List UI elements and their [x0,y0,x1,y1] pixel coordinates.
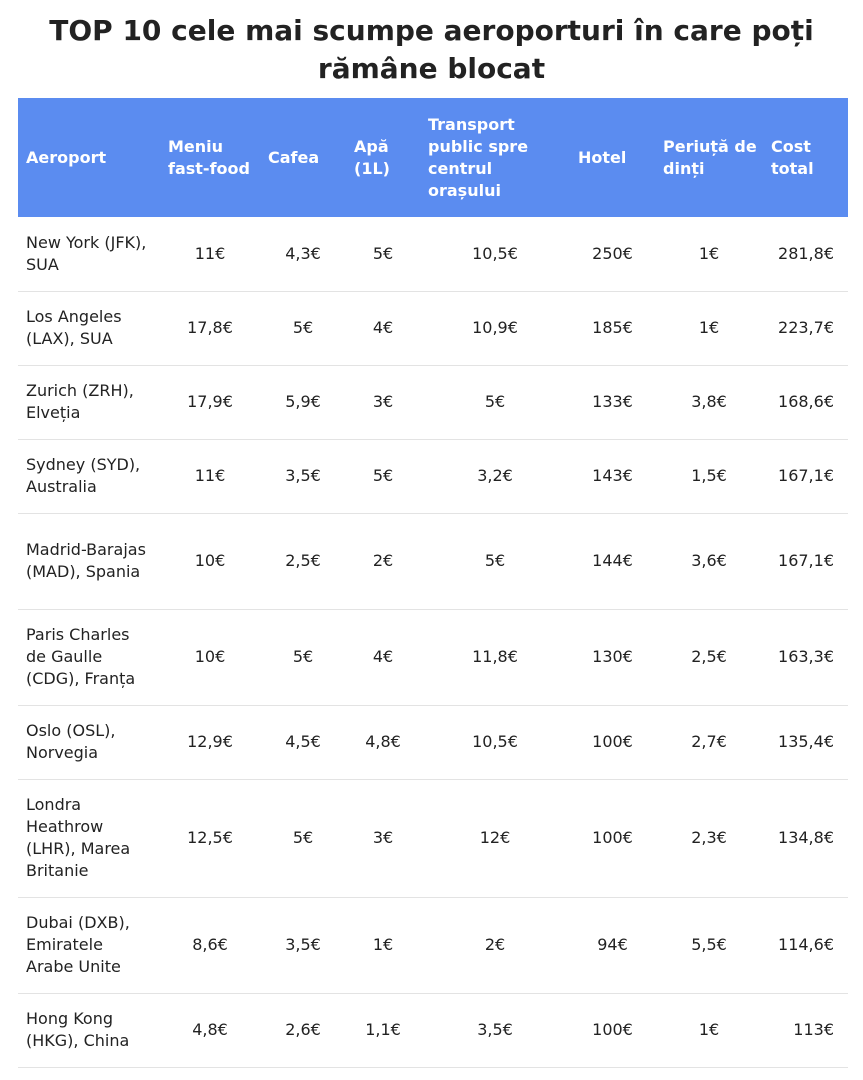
table-row [18,993,848,1067]
hotel-price: 94€ [570,897,655,993]
water-price: 3€ [346,365,420,439]
toothbrush-price: 5,5€ [655,897,763,993]
coffee-price: 5€ [260,609,346,705]
coffee-price: 4,3€ [260,217,346,291]
header-coffee: Cafea [260,98,346,217]
total-cost: 281,8€ [763,217,848,291]
fast-food-price: 8,6€ [160,897,260,993]
table-row [18,291,848,365]
airport-costs-table [18,98,848,1068]
airport-name: Madrid-Barajas (MAD), Spania [18,513,160,609]
fast-food-price: 10€ [160,609,260,705]
header-water: Apă (1L) [346,98,420,217]
table-row [18,609,848,705]
water-price: 1,1€ [346,993,420,1067]
coffee-price: 5€ [260,779,346,897]
hotel-price: 250€ [570,217,655,291]
transport-price: 10,5€ [420,217,570,291]
header-airport: Aeroport [18,98,160,217]
toothbrush-price: 1€ [655,217,763,291]
hotel-price: 100€ [570,705,655,779]
airport-name: Londra Heathrow (LHR), Marea Britanie [18,779,160,897]
water-price: 2€ [346,513,420,609]
fast-food-price: 12,5€ [160,779,260,897]
coffee-price: 2,5€ [260,513,346,609]
hotel-price: 100€ [570,993,655,1067]
header-transport: Transport public spre centrul orașului [420,98,570,217]
water-price: 5€ [346,217,420,291]
toothbrush-price: 2,7€ [655,705,763,779]
airport-name: Los Angeles (LAX), SUA [18,291,160,365]
header-toothbrush: Periuță de dinți [655,98,763,217]
fast-food-price: 17,9€ [160,365,260,439]
hotel-price: 130€ [570,609,655,705]
total-cost: 167,1€ [763,439,848,513]
hotel-price: 143€ [570,439,655,513]
transport-price: 11,8€ [420,609,570,705]
water-price: 4€ [346,291,420,365]
table-row [18,365,848,439]
table-row [18,513,848,609]
coffee-price: 3,5€ [260,897,346,993]
coffee-price: 5€ [260,291,346,365]
hotel-price: 100€ [570,779,655,897]
water-price: 4,8€ [346,705,420,779]
coffee-price: 2,6€ [260,993,346,1067]
total-cost: 134,8€ [763,779,848,897]
total-cost: 168,6€ [763,365,848,439]
coffee-price: 5,9€ [260,365,346,439]
fast-food-price: 11€ [160,217,260,291]
water-price: 1€ [346,897,420,993]
airport-name: Oslo (OSL), Norvegia [18,705,160,779]
table-row [18,439,848,513]
fast-food-price: 4,8€ [160,993,260,1067]
header-fast-food: Meniu fast-food [160,98,260,217]
transport-price: 12€ [420,779,570,897]
transport-price: 3,5€ [420,993,570,1067]
transport-price: 10,5€ [420,705,570,779]
total-cost: 135,4€ [763,705,848,779]
transport-price: 10,9€ [420,291,570,365]
toothbrush-price: 2,5€ [655,609,763,705]
table-row [18,779,848,897]
coffee-price: 4,5€ [260,705,346,779]
total-cost: 167,1€ [763,513,848,609]
water-price: 5€ [346,439,420,513]
table-row [18,705,848,779]
airport-name: Hong Kong (HKG), China [18,993,160,1067]
table-body [18,217,848,1067]
transport-price: 3,2€ [420,439,570,513]
toothbrush-price: 1€ [655,993,763,1067]
water-price: 3€ [346,779,420,897]
airport-name: New York (JFK), SUA [18,217,160,291]
total-cost: 113€ [763,993,848,1067]
airport-name: Zurich (ZRH), Elveția [18,365,160,439]
total-cost: 163,3€ [763,609,848,705]
water-price: 4€ [346,609,420,705]
fast-food-price: 10€ [160,513,260,609]
airport-name: Sydney (SYD), Australia [18,439,160,513]
hotel-price: 144€ [570,513,655,609]
header-hotel: Hotel [570,98,655,217]
total-cost: 114,6€ [763,897,848,993]
toothbrush-price: 1€ [655,291,763,365]
coffee-price: 3,5€ [260,439,346,513]
header-total-cost: Cost total [763,98,848,217]
table-header-row [18,98,848,217]
fast-food-price: 12,9€ [160,705,260,779]
table-row [18,897,848,993]
total-cost: 223,7€ [763,291,848,365]
transport-price: 5€ [420,365,570,439]
hotel-price: 185€ [570,291,655,365]
hotel-price: 133€ [570,365,655,439]
transport-price: 2€ [420,897,570,993]
transport-price: 5€ [420,513,570,609]
fast-food-price: 17,8€ [160,291,260,365]
toothbrush-price: 3,8€ [655,365,763,439]
airport-name: Paris Charles de Gaulle (CDG), Franța [18,609,160,705]
toothbrush-price: 3,6€ [655,513,763,609]
airport-name: Dubai (DXB), Emiratele Arabe Unite [18,897,160,993]
fast-food-price: 11€ [160,439,260,513]
page-title: TOP 10 cele mai scumpe aeroporturi în care poți rămâne blocat [49,14,814,85]
toothbrush-price: 2,3€ [655,779,763,897]
toothbrush-price: 1,5€ [655,439,763,513]
table-row [18,217,848,291]
